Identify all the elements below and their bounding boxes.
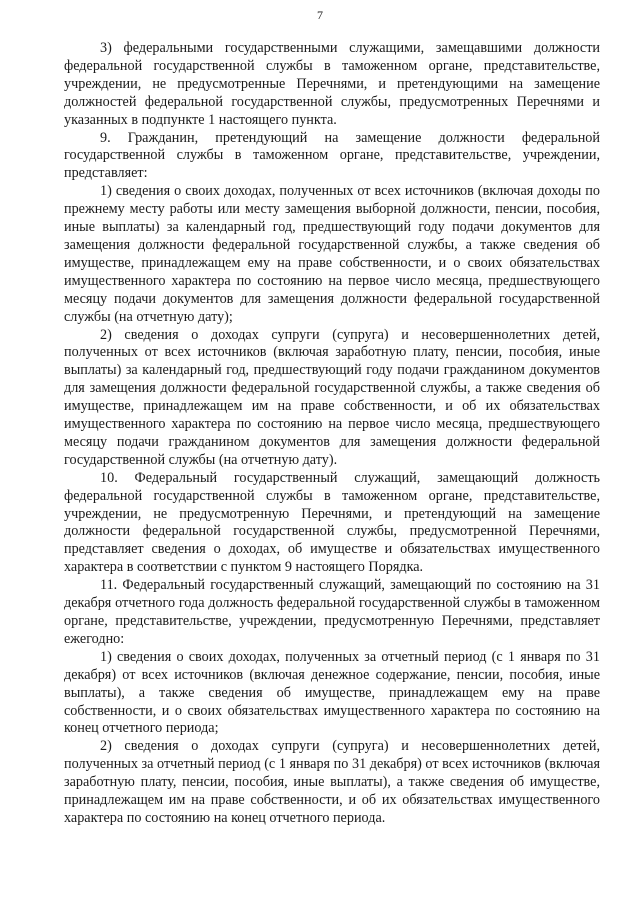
paragraph-11-subitem-1: 1) сведения о своих доходах, полученных за отчетный период (с 1 января по 31 декабря) от всех источников (включая денежное содержание, пенсии, пособия, иные выплаты), а также сведения об имуществе, принадлежащем ему на праве собственности, и о своих обязательствах имущественного характера по состоянию на конец отчетного периода; (64, 648, 600, 737)
paragraph-9-subitem-1: 1) сведения о своих доходах, полученных от всех источников (включая доходы по прежнему месту работы или месту замещения выборной должности, пенсии, пособия, иные выплаты) за календарный год, предшествующий году подачи документов для замещения должности федеральной государственной службы, а также сведения об имуществе, принадлежащем ему на праве собственности, и о своих обязательствах имущественного характера по состоянию на первое число месяца, предшествующего месяцу подачи документов для замещения должности федеральной государственной службы (на отчетную дату); (64, 183, 600, 325)
paragraph-11: 11. Федеральный государственный служащий, замещающий по состоянию на 31 декабря отчетного года должность федеральной государственной службы в таможенном органе, представительстве, учреждении, предусмотренную Перечнями, представляет ежегодно: (64, 577, 600, 647)
paragraph-9-subitem-2: 2) сведения о доходах супруги (супруга) и несовершеннолетних детей, полученных от всех источников (включая заработную плату, пенсии, пособия, иные выплаты) за календарный год, предшествующий году подачи гражданином документов для замещения должности федеральной государственной службы, а также сведения об имуществе, принадлежащем им на праве собственности, и об их обязательствах имущественного характера по состоянию на первое число месяца, предшествующего месяцу подачи гражданином документов для замещения должности федеральной государственной службы (на отчетную дату). (64, 326, 600, 468)
paragraph-11-subitem-2: 2) сведения о доходах супруги (супруга) и несовершеннолетних детей, полученных за отчетный период (с 1 января по 31 декабря) от всех источников (включая заработную плату, пенсии, пособия, иные выплаты), а также сведения об имуществе, принадлежащем им на праве собственности, и об их обязательствах имущественного характера по состоянию на конец отчетного периода. (64, 738, 600, 826)
paragraph-9: 9. Гражданин, претендующий на замещение должности федеральной государственной службы в таможенном органе, представительстве, учреждении, представляет: (64, 129, 600, 182)
page-number: 7 (317, 8, 323, 22)
document-body (64, 40, 600, 828)
paragraph-3-subitem-3: 3) федеральными государственными служащими, замещавшими должности федеральной государственной службы в таможенном органе, представительстве, учреждении, не предусмотренные Перечнями, и претендующими на замещение должностей федеральной государственной службы, предусмотренных Перечнями и указанных в подпункте 1 настоящего пункта. (64, 40, 600, 128)
paragraph-10: 10. Федеральный государственный служащий, замещающий должность федеральной государственной службы в таможенном органе, представительстве, учреждении, не предусмотренную Перечнями, и претендующий на замещение должности федеральной государственной службы, предусмотренной Перечнями, представляет сведения о доходах, об имуществе и обязательствах имущественного характера в соответствии с пунктом 9 настоящего Порядка. (64, 469, 600, 576)
